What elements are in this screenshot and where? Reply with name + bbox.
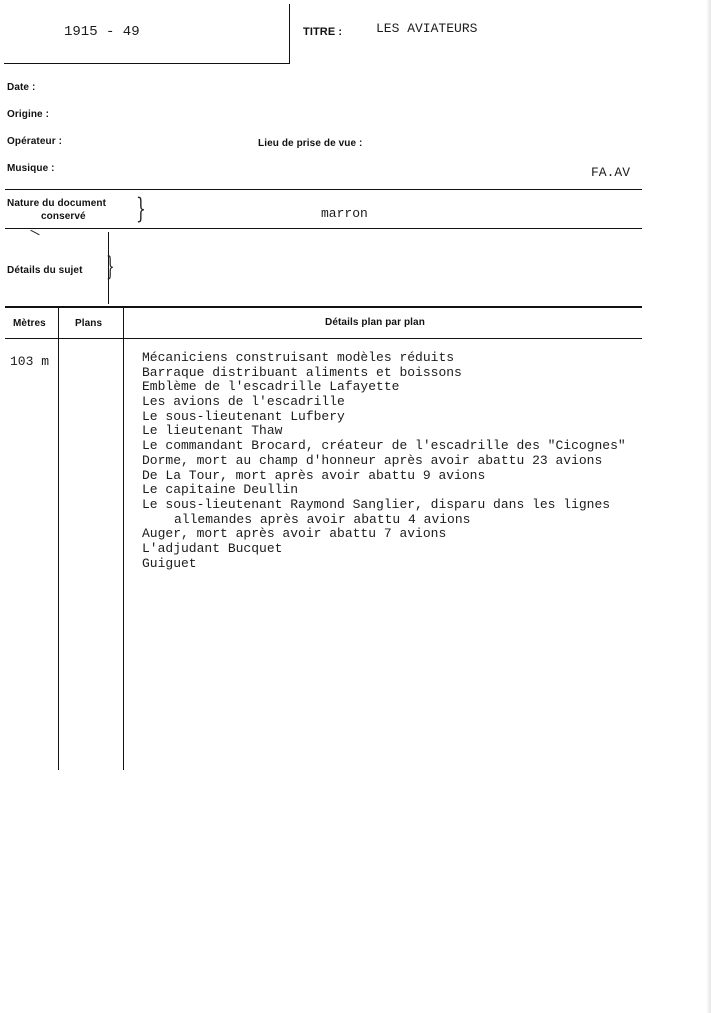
shot-detail-line-continued: allemandes après avoir abattu 4 avions xyxy=(174,511,471,527)
nature-top-border xyxy=(5,189,642,190)
column-header-plans: Plans xyxy=(75,318,103,329)
shot-detail-line: Dorme, mort au champ d'honneur après avoir abattu 23 avions xyxy=(142,452,603,468)
reference-number: 1915 - 49 xyxy=(64,24,140,40)
shot-detail-line: Guiguet xyxy=(142,555,197,571)
metres-value: 103 m xyxy=(10,354,50,369)
shot-detail-line: De La Tour, mort après avoir abattu 9 avions xyxy=(142,467,486,483)
header-box-bottom-border xyxy=(4,63,290,64)
archive-code: FA.AV xyxy=(591,165,631,180)
shot-detail-line: Les avions de l'escadrille xyxy=(142,394,345,410)
header-box-right-border xyxy=(289,4,290,64)
table-header-bottom-border xyxy=(5,338,642,339)
date-label: Date : xyxy=(7,82,36,93)
shot-detail-line: Le lieutenant Thaw xyxy=(142,423,283,439)
shot-details-list xyxy=(142,351,702,571)
nature-label-line1: Nature du document xyxy=(7,198,107,209)
title-label: TITRE : xyxy=(303,26,343,38)
nature-bottom-border xyxy=(5,228,642,229)
musique-label: Musique : xyxy=(7,163,55,174)
shot-detail-line: Le commandant Brocard, créateur de l'escadrille des "Cicognes" xyxy=(142,438,626,454)
shot-detail-line: Barraque distribuant aliments et boissons xyxy=(142,364,462,380)
operateur-label: Opérateur : xyxy=(7,136,63,147)
sujet-label: Détails du sujet xyxy=(7,265,83,276)
column-header-metres: Mètres xyxy=(13,318,46,329)
shot-detail-line: Auger, mort après avoir abattu 7 avions xyxy=(142,526,447,542)
nature-brace: } xyxy=(136,192,146,225)
column-divider-metres xyxy=(58,307,59,770)
shot-detail-line: Le sous-lieutenant Lufbery xyxy=(142,408,345,424)
shot-detail-line: Le capitaine Deullin xyxy=(142,482,299,498)
title-value: LES AVIATEURS xyxy=(376,21,478,36)
tick-mark xyxy=(30,230,39,236)
shot-detail-line: Mécaniciens construisant modèles réduits xyxy=(142,350,455,365)
table-top-border xyxy=(5,306,642,308)
nature-value: marron xyxy=(321,206,368,221)
nature-label-line2: conservé xyxy=(41,211,86,222)
sujet-brace: } xyxy=(106,252,115,282)
column-header-details: Détails plan par plan xyxy=(325,317,425,328)
shot-detail-line: Le sous-lieutenant Raymond Sanglier, disparu dans les lignes xyxy=(142,496,611,512)
shot-detail-line: L'adjudant Bucquet xyxy=(142,540,283,556)
lieu-label: Lieu de prise de vue : xyxy=(258,138,363,149)
column-divider-plans xyxy=(123,307,124,770)
origine-label: Origine : xyxy=(7,109,50,120)
shot-detail-line: Emblème de l'escadrille Lafayette xyxy=(142,379,400,395)
scan-edge-shadow xyxy=(706,0,711,1013)
